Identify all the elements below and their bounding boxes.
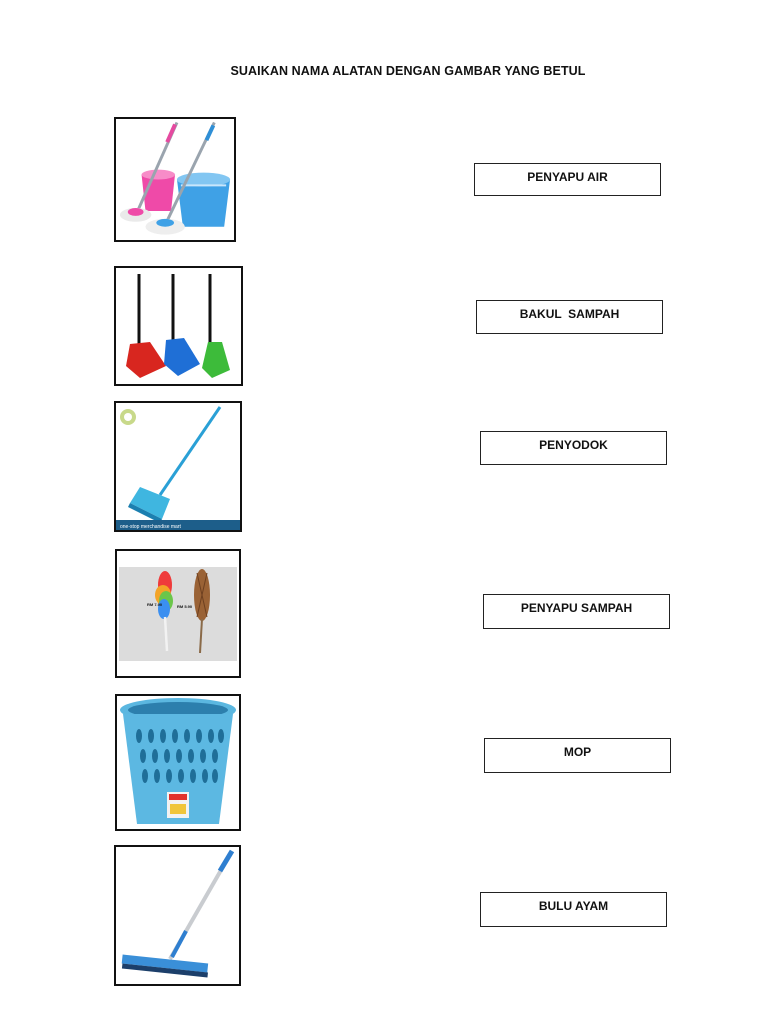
dustpan-image: [114, 266, 243, 386]
price-label-b: RM 5.90: [177, 604, 193, 609]
label-penyapu-sampah[interactable]: PENYAPU SAMPAH: [483, 594, 670, 629]
spin-mop-bucket-illustration: [116, 119, 234, 240]
page-title: SUAIKAN NAMA ALATAN DENGAN GAMBAR YANG BETUL: [230, 64, 586, 78]
label-bulu-ayam[interactable]: BULU AYAM: [480, 892, 667, 927]
label-mop[interactable]: MOP: [484, 738, 671, 773]
label-penyodok[interactable]: PENYODOK: [480, 431, 667, 465]
label-bakul-sampah[interactable]: BAKUL SAMPAH: [476, 300, 663, 334]
dustpan-illustration: [116, 268, 241, 384]
broom-caption: one-stop merchandise mart: [120, 524, 181, 530]
floor-squeegee-illustration: [116, 847, 239, 984]
floor-squeegee-image: [114, 845, 241, 986]
spin-mop-bucket-image: [114, 117, 236, 242]
feather-duster-illustration: [117, 551, 239, 676]
price-label-a: RM 7.90: [147, 602, 163, 607]
feather-duster-image: [115, 549, 241, 678]
broom-image: [114, 401, 242, 532]
broom-illustration: [116, 403, 240, 530]
trash-basket-illustration: [117, 696, 239, 829]
trash-basket-image: [115, 694, 241, 831]
label-penyapu-air[interactable]: PENYAPU AIR: [474, 163, 661, 196]
